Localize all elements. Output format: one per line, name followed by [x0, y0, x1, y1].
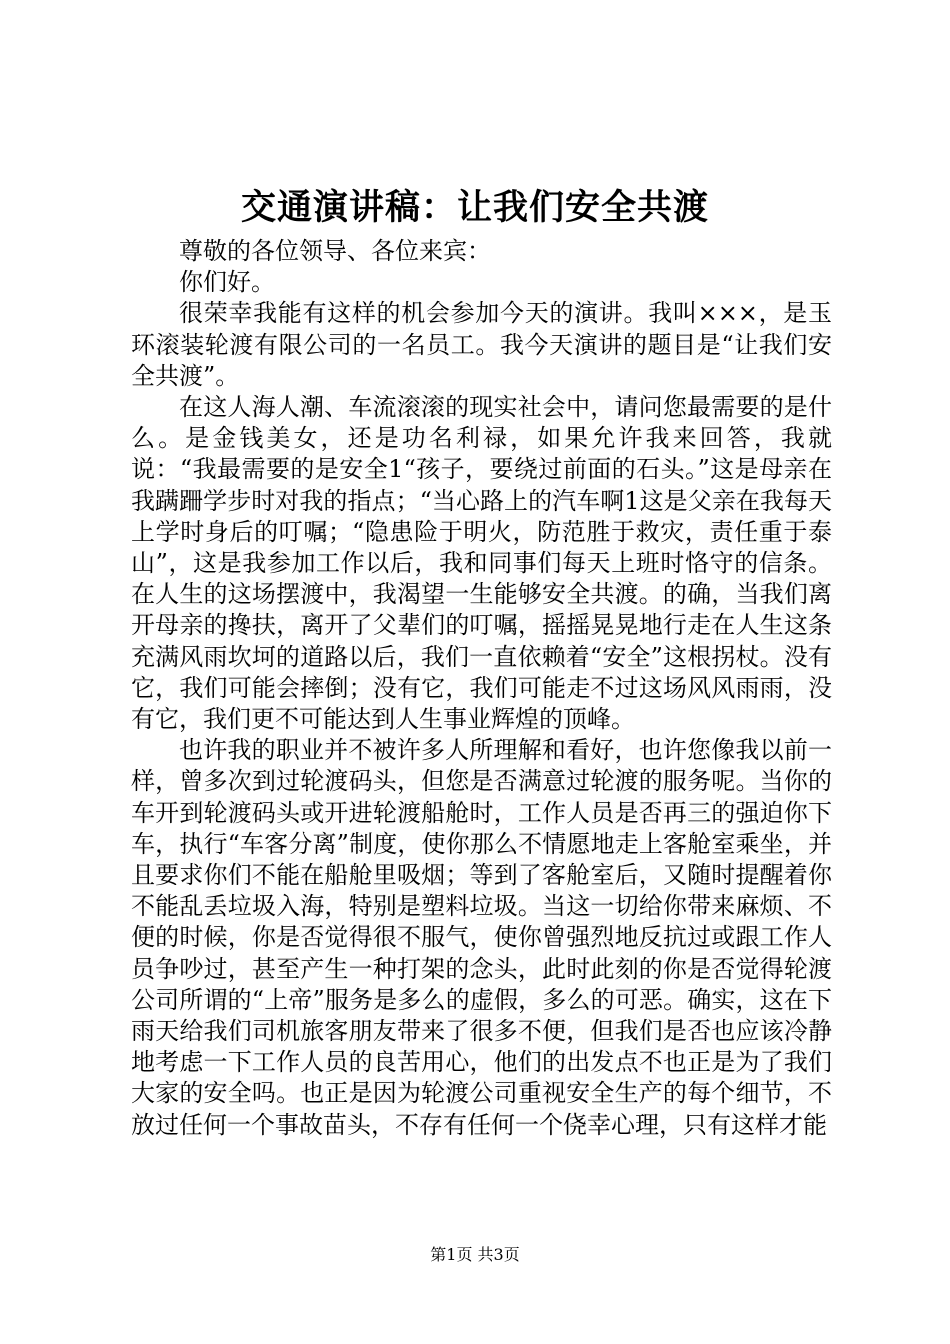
document-title: 交通演讲稿：让我们安全共渡 [240, 187, 709, 228]
document-body [131, 236, 832, 1141]
page-footer: 第1页 共3页 [430, 1245, 520, 1264]
salutation: 尊敬的各位领导、各位来宾： [179, 237, 491, 265]
paragraph-intro: 很荣幸我能有这样的机会参加今天的演讲。我叫×××，是玉环滚装轮渡有限公司的一名员工。我今天演讲的题目是“让我们安全共渡”。 [131, 299, 832, 390]
paragraph-ferry-service: 也许我的职业并不被许多人所理解和看好，也许您像我以前一样，曾多次到过轮渡码头，但您是否满意过轮渡的服务呢。当你的车开到轮渡码头或开进轮渡船舱时，工作人员是否再三的强迫你下车，执行“车客分离”制度，使你那么不情愿地走上客舱室乘坐，并且要求你们不能在船舱里吸烟；等到了客舱室后，又随时提醒着你不能乱丢垃圾入海，特别是塑料垃圾。当这一切给你带来麻烦、不便的时候，你是否觉得很不服气，使你曾强烈地反抗过或跟工作人员争吵过，甚至产生一种打架的念头，此时此刻的你是否觉得轮渡公司所谓的“上帝”服务是多么的虚假，多么的可恶。确实，这在下雨天给我们司机旅客朋友带来了很多不便，但我们是否也应该冷静地考虑一下工作人员的良苦用心，他们的出发点不也正是为了我们大家的安全吗。也正是因为轮渡公司重视安全生产的每个细节，不放过任何一个事故苗头，不存有任何一个侥幸心理，只有这样才能 [131, 736, 832, 1139]
paragraph-safety-need: 在这人海人潮、车流滚滚的现实社会中，请问您最需要的是什么。是金钱美女，还是功名利禄，如果允许我来回答，我就说：“我最需要的是安全1“孩子，要绕过前面的石头。”这是母亲在我蹒跚学步时对我的指点；“当心路上的汽车啊1这是父亲在我每天上学时身后的叮嘱；“隐患险于明火，防范胜于救灾，责任重于泰山”，这是我参加工作以后，我和同事们每天上班时恪守的信条。在人生的这场摆渡中，我渴望一生能够安全共渡。的确，当我们离开母亲的搀扶，离开了父辈们的叮嘱，摇摇晃晃地行走在人生这条充满风雨坎坷的道路以后，我们一直依赖着“安全”这根拐杖。没有它，我们可能会摔倒；没有它，我们可能走不过这场风风雨雨，没有它，我们更不可能达到人生事业辉煌的顶峰。 [131, 393, 832, 734]
greeting: 你们好。 [179, 268, 275, 297]
